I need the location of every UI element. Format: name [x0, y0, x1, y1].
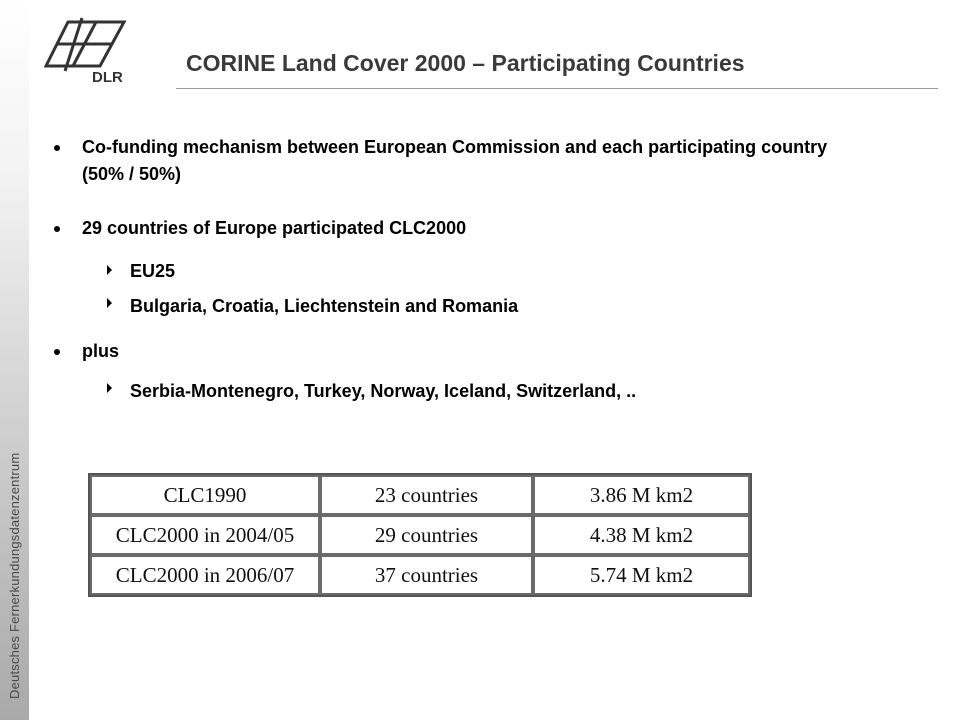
table-row: [90, 555, 750, 595]
table-cell: CLC1990: [90, 475, 320, 515]
bullet-dot-icon: [54, 349, 60, 355]
sub-bullet-item: EU25: [130, 261, 176, 281]
triangle-bullet-icon: [107, 265, 112, 275]
table-cell: 23 countries: [320, 475, 533, 515]
sub-bullet-item: Bulgaria, Croatia, Liechtenstein and Romania: [130, 296, 519, 316]
dlr-logo: [44, 16, 139, 86]
bullet-dot-icon: [54, 145, 60, 151]
bullet-dot-icon: [54, 226, 60, 232]
table-cell: CLC2000 in 2006/07: [90, 555, 320, 595]
sidebar-label: Deutsches Fernerkundungsdatenzentrum: [7, 452, 22, 699]
bullet-item: 29 countries of Europe participated CLC2000: [82, 218, 467, 238]
table-cell: 37 countries: [320, 555, 533, 595]
table-row: [90, 515, 750, 555]
table-row: [90, 475, 750, 515]
table-cell: 4.38 M km2: [533, 515, 750, 555]
clc-table: [88, 473, 752, 597]
table-cell: 3.86 M km2: [533, 475, 750, 515]
bullet-item: plus: [82, 341, 120, 361]
page-title: CORINE Land Cover 2000 – Participating Countries: [186, 50, 745, 76]
table-cell: 29 countries: [320, 515, 533, 555]
table-cell: 5.74 M km2: [533, 555, 750, 595]
bullet-item: Co-funding mechanism between European Commission and each participating country (50% / 50%): [82, 137, 828, 184]
logo-text: DLR: [92, 69, 123, 86]
triangle-bullet-icon: [107, 298, 112, 308]
table-cell: CLC2000 in 2004/05: [90, 515, 320, 555]
sidebar-band: [0, 0, 29, 720]
triangle-bullet-icon: [107, 383, 112, 393]
sub-bullet-item: Serbia-Montenegro, Turkey, Norway, Iceland, Switzerland, ..: [130, 381, 637, 401]
title-divider: [176, 88, 938, 89]
